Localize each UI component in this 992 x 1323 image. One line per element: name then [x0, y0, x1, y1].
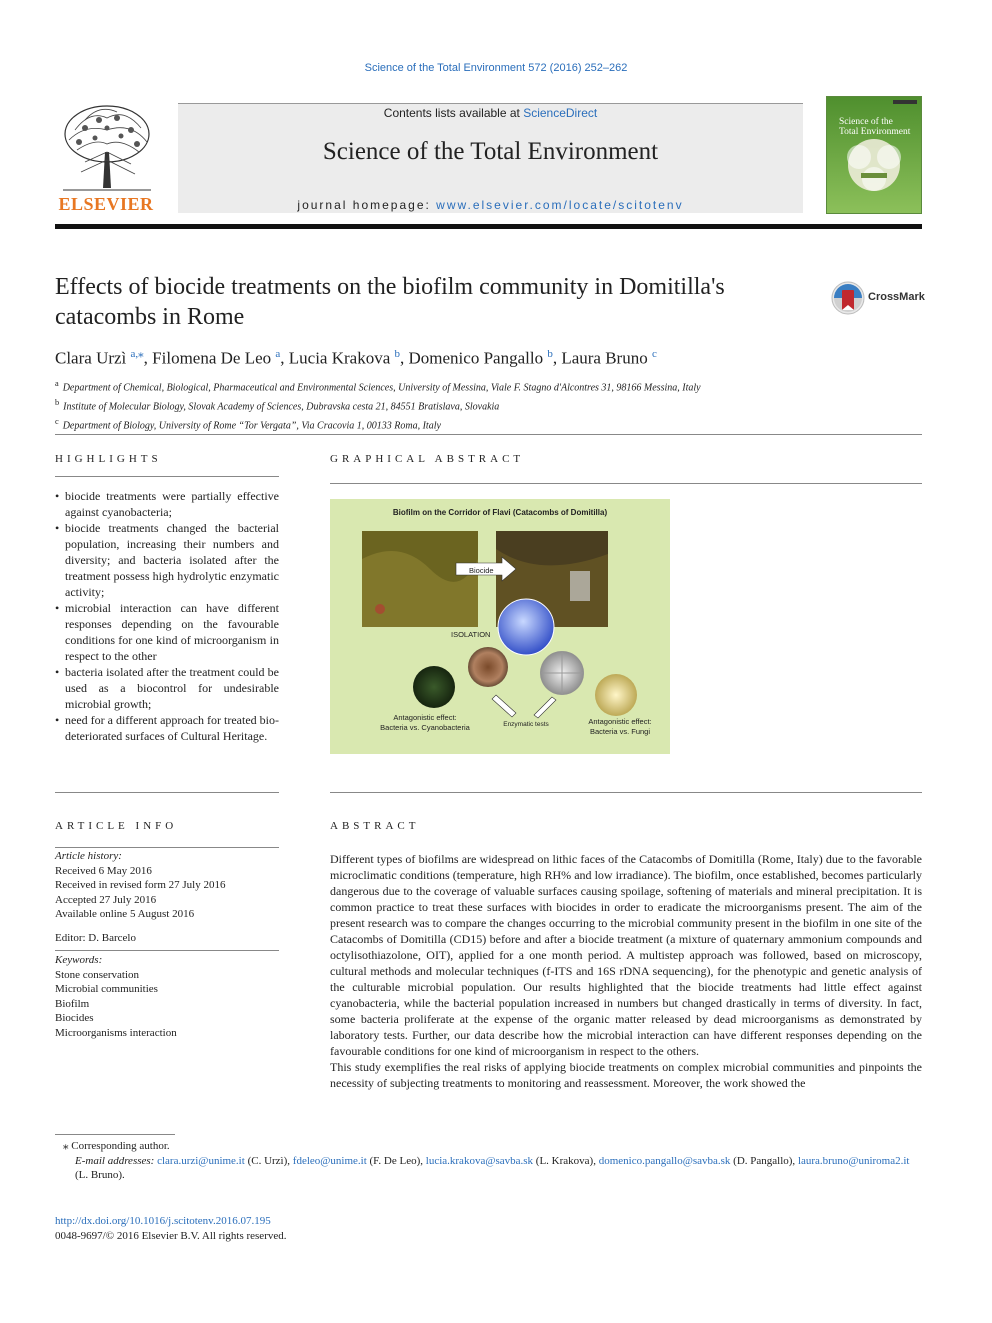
author-name[interactable]: Lucia Krakova [288, 348, 391, 368]
author-name[interactable]: Filomena De Leo [152, 348, 272, 368]
cover-art-icon [827, 97, 921, 213]
divider [55, 792, 279, 793]
abstract-heading: ABSTRACT [330, 820, 420, 832]
abstract-body [330, 851, 922, 1091]
email-link[interactable]: laura.bruno@uniroma2.it [797, 1154, 910, 1167]
doi-block [55, 1214, 455, 1244]
keyword: Stone conservation [55, 968, 140, 981]
author-name[interactable]: Clara Urzì [55, 348, 127, 368]
author-separator: , [143, 348, 153, 368]
author-separator: , [400, 348, 409, 368]
journal-title: Science of the Total Environment [322, 138, 659, 165]
highlight-item: • biocide treatments were partially effective against cyanobacteria; [55, 488, 279, 520]
ga-left-caption-line: Bacteria vs. Cyanobacteria [380, 723, 470, 732]
ga-arrow-label: Biocide [469, 566, 494, 575]
elsevier-wordmark: ELSEVIER [58, 194, 154, 214]
ga-left-caption [370, 713, 480, 733]
journal-homepage-link[interactable]: www.elsevier.com/locate/scitotenv [436, 198, 684, 212]
ga-right-caption-line: Antagonistic effect: [588, 717, 652, 726]
revised-date: Received in revised form 27 July 2016 [55, 879, 226, 891]
affiliation-text: Department of Biology, University of Rome “Tor Vergata”, Via Cracovia 1, 00133 Roma, Italy [62, 420, 441, 432]
journal-citation[interactable]: Science of the Total Environment 572 (2016) 252–262 [364, 62, 628, 74]
affiliation-key: b [55, 398, 60, 408]
highlight-item: • biocide treatments changed the bacterial population, increasing their numbers and diversity; and bacteria isolated after the treatment possess high hydrolytic enzymatic activity; [55, 520, 279, 600]
ga-middle-caption: Enzymatic tests [503, 721, 549, 728]
affiliation-key: a [55, 379, 59, 388]
affiliation-text: Institute of Molecular Biology, Slovak Academy of Sciences, Dubravska cesta 21, 84551 Bratislava, Slovakia [63, 401, 500, 413]
highlights-list [55, 488, 279, 744]
ga-plate [595, 674, 637, 716]
footnotes [55, 1139, 922, 1183]
contents-prefix: Contents lists available at [383, 106, 524, 120]
ga-plate [468, 647, 508, 687]
cover-title: Science of the Total Environment [839, 117, 911, 137]
ga-right-caption [574, 717, 666, 737]
divider [55, 476, 279, 477]
ga-left-caption-line: Antagonistic effect: [393, 713, 457, 722]
copyright-line: 0048-9697/© 2016 Elsevier B.V. All rights reserved. [55, 1230, 287, 1242]
divider [330, 483, 922, 484]
journal-cover-thumbnail[interactable] [826, 96, 922, 214]
affiliations [55, 377, 915, 434]
online-date: Available online 5 August 2016 [55, 908, 195, 920]
author-name[interactable]: Domenico Pangallo [408, 348, 544, 368]
corresponding-author-note: ⁎ Corresponding author. [63, 1140, 170, 1152]
journal-homepage-line [178, 198, 803, 212]
editor: Editor: D. Barcelo [55, 931, 136, 944]
affiliation-item [55, 377, 915, 396]
divider [55, 950, 279, 951]
abstract-paragraph: This study exemplifies the real risks of applying biocide treatments on complex microbial communities and pinpoints the necessity of subjecting treatments to monitoring and reassessment. Moreover, the work showed the [330, 1060, 922, 1090]
affiliation-text: Department of Chemical, Biological, Pharmaceutical and Environmental Sciences, University of Messina, Viale F. Stagno d'Alcontres 31, 98166 Messina, Italy [62, 382, 701, 394]
email-link[interactable]: fdeleo@unime.it [292, 1154, 367, 1167]
sciencedirect-link[interactable]: ScienceDirect [523, 106, 598, 120]
affiliation-item [55, 415, 915, 434]
header-rule [55, 224, 922, 229]
email-owner: (L. Bruno). [75, 1169, 125, 1181]
accepted-date: Accepted 27 July 2016 [55, 893, 157, 906]
crossmark-icon [830, 280, 866, 316]
keyword: Biocides [55, 1012, 94, 1024]
doi-link[interactable]: http://dx.doi.org/10.1016/j.scitotenv.2016.07.195 [55, 1215, 271, 1227]
elsevier-logo [55, 100, 157, 215]
keywords-label: Keywords: [55, 954, 103, 966]
email-owner: (C. Urzì), [244, 1154, 293, 1167]
crossmark-label: CrossMark [868, 291, 925, 303]
keyword: Microbial communities [55, 983, 158, 995]
footnote-rule [55, 1134, 175, 1135]
highlight-item: • bacteria isolated after the treatment could be used as a biocontrol for undesirable microbial growth; [55, 664, 279, 712]
abstract-paragraph: Different types of biofilms are widespread on lithic faces of the Catacombs of Domitilla (Rome, Italy) due to the favorable microclimatic conditions (temperature, high RH% and low irradiance). The biofilm, once established, becomes particularly dangerous due to the coverage of valuable surfaces causing spoilage, softening of materials and mineral precipitation. It is common practice to treat these surfaces with biocides in order to eradicate the microorganisms present. The aim of the present research was to compare the changes occurring to the microbial community present in the biofilm in one site of the Catacombs of Domitilla (CD15) before and after a biocide treatment (a mixture of quaternary ammonium compounds and octylisothiazolone, OIT), applied for a one month period. A multistep approach was followed, based on microscopy, cultural methods and molecular techniques (f-ITS and 16S rDNA sequencing), for the phenotypic and genetic analysis of the culturable microbial population. Our results highlighted that the biocide treatments had little effect against cyanobacteria, while the bacterial population increased in numbers but changed drastically in terms of diversity. In fact, some bacteria proliferate at the expense of the organic matter released by dead microorganisms as demonstrated by laboratory tests. Further, our data describe how the microbial interaction can have different responses depending on the favourable conditions for one kind of microorganism in respect to the others. [330, 852, 922, 1058]
affiliation-key: c [55, 417, 59, 427]
divider [330, 792, 922, 793]
highlights-heading: HIGHLIGHTS [55, 453, 162, 465]
email-link[interactable]: domenico.pangallo@savba.sk [598, 1154, 731, 1167]
keyword: Biofilm [55, 997, 90, 1010]
divider [55, 847, 279, 848]
history-label: Article history: [55, 850, 122, 862]
homepage-prefix: journal homepage: [297, 198, 437, 212]
contents-line [178, 106, 803, 120]
author-separator: , [552, 348, 562, 368]
graphical-abstract-figure[interactable] [330, 499, 670, 754]
keyword: Microorganisms interaction [55, 1026, 177, 1039]
ga-figure-title: Biofilm on the Corridor of Flavi (Catacombs of Domitilla) [392, 508, 608, 517]
author-list [55, 343, 915, 370]
author-affil-sup[interactable]: a,⁎ [130, 348, 144, 360]
email-label: E-mail addresses: [75, 1154, 155, 1167]
crossmark-badge[interactable] [830, 280, 925, 316]
graphical-abstract-heading: GRAPHICAL ABSTRACT [330, 453, 525, 465]
ga-plate [413, 666, 455, 708]
author-separator: , [280, 348, 289, 368]
email-owner: (F. De Leo), [366, 1154, 426, 1167]
divider [55, 434, 922, 435]
article-info-heading: ARTICLE INFO [55, 820, 178, 832]
highlight-item: • microbial interaction can have different responses depending on the favourable conditions for one kind of microorganism in respect to the other [55, 600, 279, 664]
email-owner: (L. Krakova), [533, 1154, 599, 1167]
author-affil-sup[interactable]: a [275, 348, 281, 360]
ga-right-caption-line: Bacteria vs. Fungi [589, 727, 651, 736]
received-date: Received 6 May 2016 [55, 864, 152, 877]
email-link[interactable]: lucia.krakova@savba.sk [425, 1154, 534, 1167]
author-name[interactable]: Laura Bruno [561, 348, 648, 368]
author-affil-sup[interactable]: b [394, 348, 401, 360]
author-affil-sup[interactable]: c [651, 348, 657, 360]
ga-isolation-label: ISOLATION [451, 630, 491, 639]
affiliation-item [55, 396, 915, 415]
highlight-item: • need for a different approach for treated bio-deteriorated surfaces of Cultural Heritage. [55, 712, 279, 744]
email-addresses [55, 1154, 922, 1183]
email-owner: (D. Pangallo), [730, 1154, 798, 1167]
article-title: Effects of biocide treatments on the biofilm community in Domitilla's catacombs in Rome [55, 274, 725, 330]
article-info [55, 849, 279, 1040]
author-affil-sup[interactable]: b [547, 348, 553, 360]
email-link[interactable]: clara.urzi@unime.it [157, 1154, 245, 1167]
ga-isolation-plate [498, 599, 554, 655]
